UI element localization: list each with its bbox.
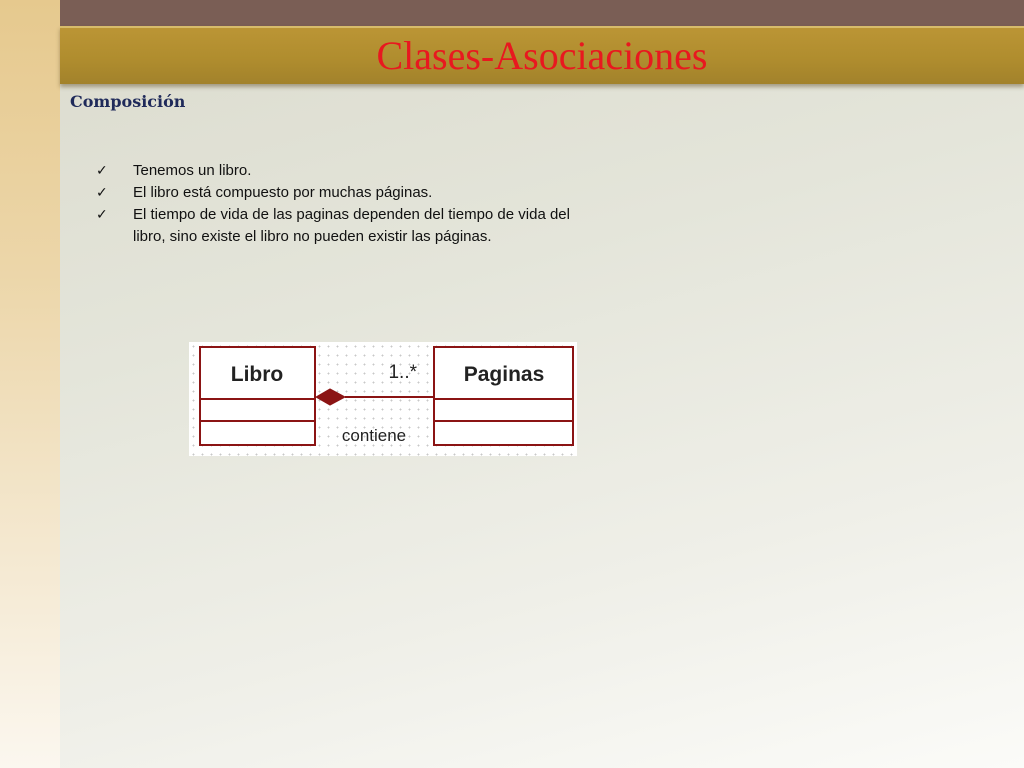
page-title: Clases-Asociaciones [376, 33, 708, 78]
top-bar [60, 0, 1024, 26]
class-box-paginas-frame [434, 347, 573, 445]
class-box-libro [200, 347, 315, 445]
left-decorative-strip [0, 0, 60, 768]
multiplicity-label: 1..* [388, 362, 417, 383]
class-box-libro-frame [200, 347, 315, 445]
checkmark-icon: ✓ [96, 163, 108, 179]
list-item [92, 204, 582, 248]
bullet-text: Tenemos un libro. [133, 162, 252, 179]
bullet-list [92, 160, 582, 248]
uml-diagram-svg [189, 342, 577, 456]
section-subtitle: Composición [70, 92, 186, 111]
list-item [92, 182, 582, 204]
list-item [92, 160, 582, 182]
bullet-text: El tiempo de vida de las paginas dependen del tiempo de vida del libro, sino existe el libro no pueden existir las páginas. [133, 206, 570, 245]
uml-composition-diagram [189, 342, 577, 456]
association-label: contiene [341, 426, 407, 445]
class-box-paginas [434, 347, 573, 445]
checkmark-icon: ✓ [96, 207, 108, 223]
checkmark-icon: ✓ [96, 185, 108, 201]
class-name-paginas: Paginas [463, 363, 545, 386]
bullet-text: El libro está compuesto por muchas páginas. [133, 184, 433, 201]
class-name-libro: Libro [230, 363, 284, 386]
composition-diamond-icon [316, 389, 345, 405]
title-bar [60, 26, 1024, 84]
